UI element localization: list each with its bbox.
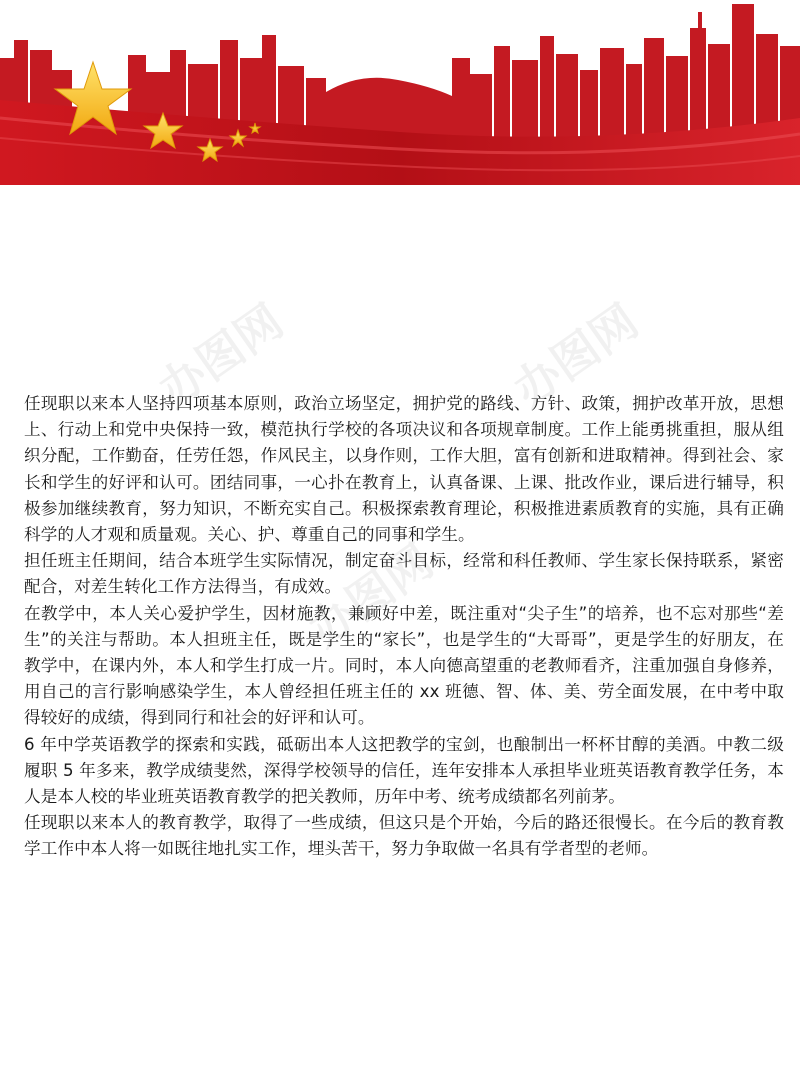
- red-skyline-banner: [0, 0, 800, 185]
- document-body: [24, 391, 784, 863]
- paragraph: 任现职以来本人坚持四项基本原则，政治立场坚定，拥护党的路线、方针、政策，拥护改革开放，思想上、行动上和党中央保持一致，模范执行学校的各项决议和各项规章制度。工作上能勇挑重担，服从组织分配，工作勤奋，任劳任怨，作风民主，以身作则，工作大胆，富有创新和进取精神。得到社会、家长和学生的好评和认可。团结同事，一心扑在教育上，认真备课、上课、批改作业，课后进行辅导，积极参加继续教育，努力知识，不断充实自己。积极探索教育理论，积极推进素质教育的实施，具有正确科学的人才观和质量观。关心、护、尊重自己的同事和学生。: [24, 394, 784, 545]
- watermark: 办图网: [503, 293, 648, 418]
- paragraph: 在教学中，本人关心爱护学生，因材施教，兼顾好中差，既注重对“尖子生”的培养，也不忘对那些“差生”的关注与帮助。本人担班主任，既是学生的“家长”，也是学生的“大哥哥”，更是学生的好朋友，在教学中，在课内外，本人和学生打成一片。同时，本人向德高望重的老教师看齐，注重加强自身修养，用自己的言行影响感染学生，本人曾经担任班主任的 xx 班德、智、体、美、劳全面发展，在中考中取得较好的成绩，得到同行和社会的好评和认可。: [24, 603, 784, 728]
- watermark: 办图网: [148, 293, 293, 418]
- paragraph: 担任班主任期间，结合本班学生实际情况，制定奋斗目标，经常和科任教师、学生家长保持联系，紧密配合，对差生转化工作方法得当，有成效。: [24, 551, 784, 597]
- paragraph: 任现职以来本人的教育教学，取得了一些成绩，但这只是个开始，今后的路还很慢长。在今后的教育教学工作中本人将一如既往地扎实工作，埋头苦干，努力争取做一名具有学者型的老师。: [24, 813, 784, 859]
- watermark: 办图网: [298, 533, 443, 658]
- paragraph: 6 年中学英语教学的探索和实践，砥砺出本人这把教学的宝剑，也酿制出一杯杯甘醇的美酒。中教二级履职 5 年多来，教学成绩斐然，深得学校领导的信任，连年安排本人承担毕业班英语教育教学任务，本人是本人校的毕业班英语教育教学的把关教师，历年中考、统考成绩都名列前茅。: [24, 734, 784, 807]
